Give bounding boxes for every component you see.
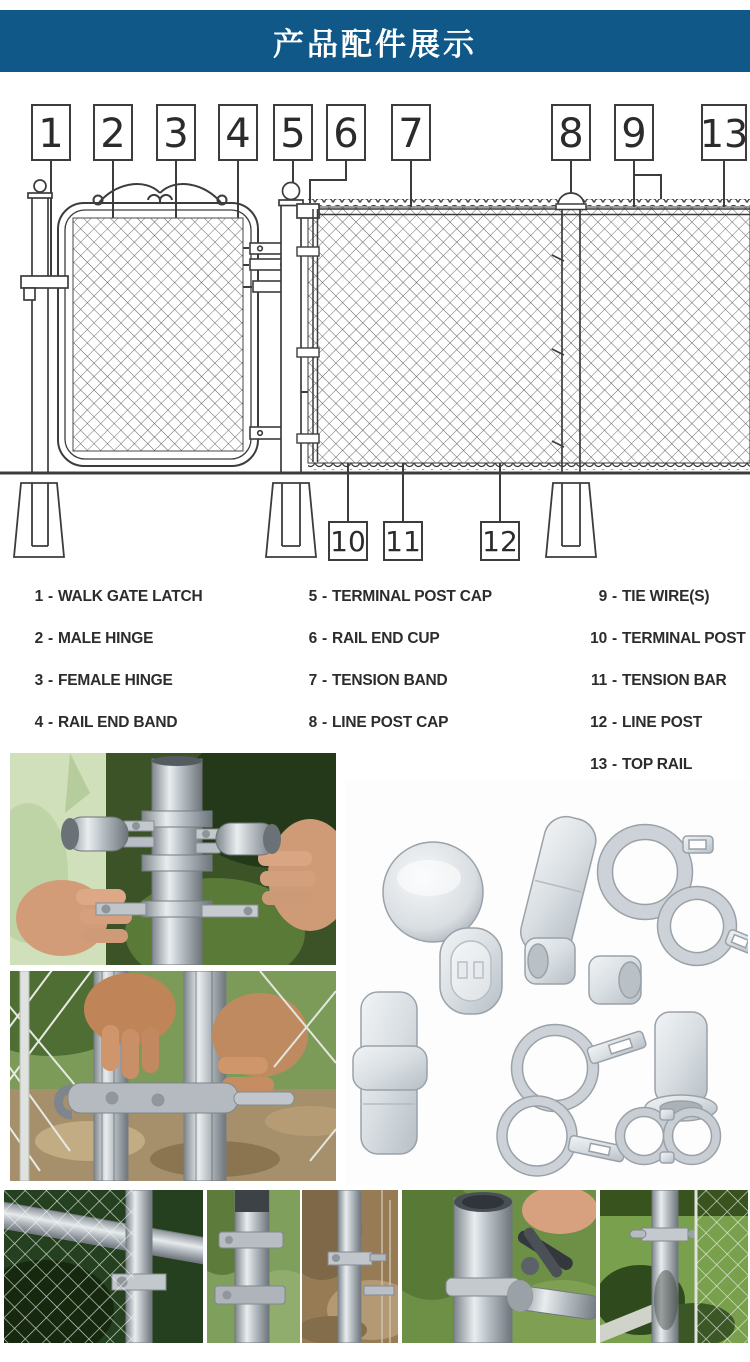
- callout-6: [327, 105, 365, 160]
- callout-9: [615, 105, 653, 160]
- callout-10: [329, 522, 367, 560]
- legend-label: TENSION BAND: [331, 672, 448, 689]
- legend-label: RAIL END CUP: [331, 630, 440, 647]
- brace-band: [642, 1228, 688, 1241]
- photo-strip-lawn-post: [600, 1190, 748, 1343]
- legend-label: LINE POST CAP: [331, 714, 449, 731]
- callout-8: [552, 105, 590, 160]
- legend-label: TERMINAL POST CAP: [331, 588, 492, 605]
- walk-gate: [58, 184, 292, 466]
- legend-item-8: 8 - LINE POST CAP: [308, 714, 449, 731]
- mesh-bottom-knuckles: [308, 463, 750, 470]
- callout-12: [481, 522, 519, 560]
- legend-label: TENSION BAR: [621, 672, 727, 689]
- svg-text:1: 1: [38, 111, 64, 157]
- legend-item-13: 13 - TOP RAIL: [590, 756, 693, 773]
- legend-item-9: 9 - TIE WIRE(S): [598, 588, 710, 605]
- legend-label: WALK GATE LATCH: [57, 588, 203, 605]
- line-post-cap: [556, 204, 586, 210]
- legend-label: RAIL END BAND: [57, 714, 178, 731]
- callout-1: [32, 105, 70, 160]
- legend-item-11: 11 - TENSION BAR: [591, 672, 727, 689]
- post-clamp: [645, 1012, 717, 1121]
- fence-section: [305, 199, 750, 470]
- legend-column-1: [30, 588, 202, 756]
- walk-post-cap: [28, 193, 52, 198]
- legend-item-7: 7 - TENSION BAND: [308, 672, 448, 689]
- tension-bar-photo: [20, 971, 29, 1181]
- legend-column-2: [304, 588, 492, 756]
- photo-strip-pliers: [402, 1190, 596, 1343]
- svg-text:11: 11: [385, 525, 421, 558]
- gate-post-right: [184, 971, 226, 1181]
- photo-latch-install: [10, 971, 336, 1181]
- callout-4: [219, 105, 257, 160]
- photo-strip-post-latch: [207, 1190, 300, 1343]
- walk-gate-post: [21, 180, 68, 473]
- svg-text:3: 3: [163, 111, 189, 157]
- legend-item-3: 3 - FEMALE HINGE: [34, 672, 173, 689]
- mesh-top-knuckles: [308, 199, 750, 206]
- post: [338, 1190, 361, 1343]
- header-banner: [0, 10, 750, 72]
- terminal-post: [279, 183, 319, 474]
- photo-strip-gate-corner: [4, 1190, 203, 1343]
- photo-fittings-set: [345, 780, 748, 1185]
- svg-text:5: 5: [280, 111, 306, 157]
- legend-label: FEMALE HINGE: [57, 672, 173, 689]
- svg-text:2: 2: [100, 111, 126, 157]
- svg-text:6: 6: [333, 111, 359, 157]
- callout-boxes-bottom: [329, 522, 519, 560]
- photo-strip-line-post: [302, 1190, 398, 1343]
- callout-13: [700, 105, 748, 160]
- loop-cap: [440, 928, 502, 1014]
- legend-label: TOP RAIL: [621, 756, 693, 773]
- fence-parts-diagram: [0, 88, 750, 590]
- svg-text:9: 9: [621, 111, 647, 157]
- post: [235, 1190, 269, 1343]
- legend-item-12: 12 - LINE POST: [590, 714, 702, 731]
- rail-end-2: [589, 956, 641, 1004]
- legend-label: TIE WIRE(S): [621, 588, 710, 605]
- callout-3: [157, 105, 195, 160]
- svg-text:4: 4: [225, 111, 251, 157]
- legend-item-10: 10 - TERMINAL POST: [590, 630, 746, 647]
- legend-item-6: 6 - RAIL END CUP: [308, 630, 440, 647]
- open-post: [454, 1198, 512, 1343]
- legend-item-2: 2 - MALE HINGE: [34, 630, 154, 647]
- tee-fitting: [353, 992, 427, 1154]
- svg-text:7: 7: [398, 111, 424, 157]
- callout-5: [274, 105, 312, 160]
- svg-text:10: 10: [330, 525, 366, 558]
- legend-column-3: [581, 588, 746, 798]
- svg-text:13: 13: [699, 112, 749, 156]
- legend-item-1: 1 - WALK GATE LATCH: [34, 588, 203, 605]
- rail-end-cup: [507, 1280, 533, 1312]
- callout-7: [392, 105, 430, 160]
- rail-end-1: [525, 938, 575, 984]
- svg-text:8: 8: [558, 111, 584, 157]
- callout-boxes-top: [32, 105, 748, 160]
- legend-item-4: 4 - RAIL END BAND: [34, 714, 178, 731]
- svg-text:12: 12: [482, 525, 518, 558]
- legend-label: LINE POST: [621, 714, 702, 731]
- legend-label: MALE HINGE: [57, 630, 154, 647]
- callout-11: [384, 522, 422, 560]
- gate-latch: [21, 276, 68, 288]
- rail-end-cup: [297, 204, 319, 218]
- photo-fitting-hands: [10, 753, 336, 965]
- legend-label: TERMINAL POST: [621, 630, 746, 647]
- legend-item-5: 5 - TERMINAL POST CAP: [308, 588, 492, 605]
- page-title: 产品配件展示: [273, 26, 477, 62]
- callout-2: [94, 105, 132, 160]
